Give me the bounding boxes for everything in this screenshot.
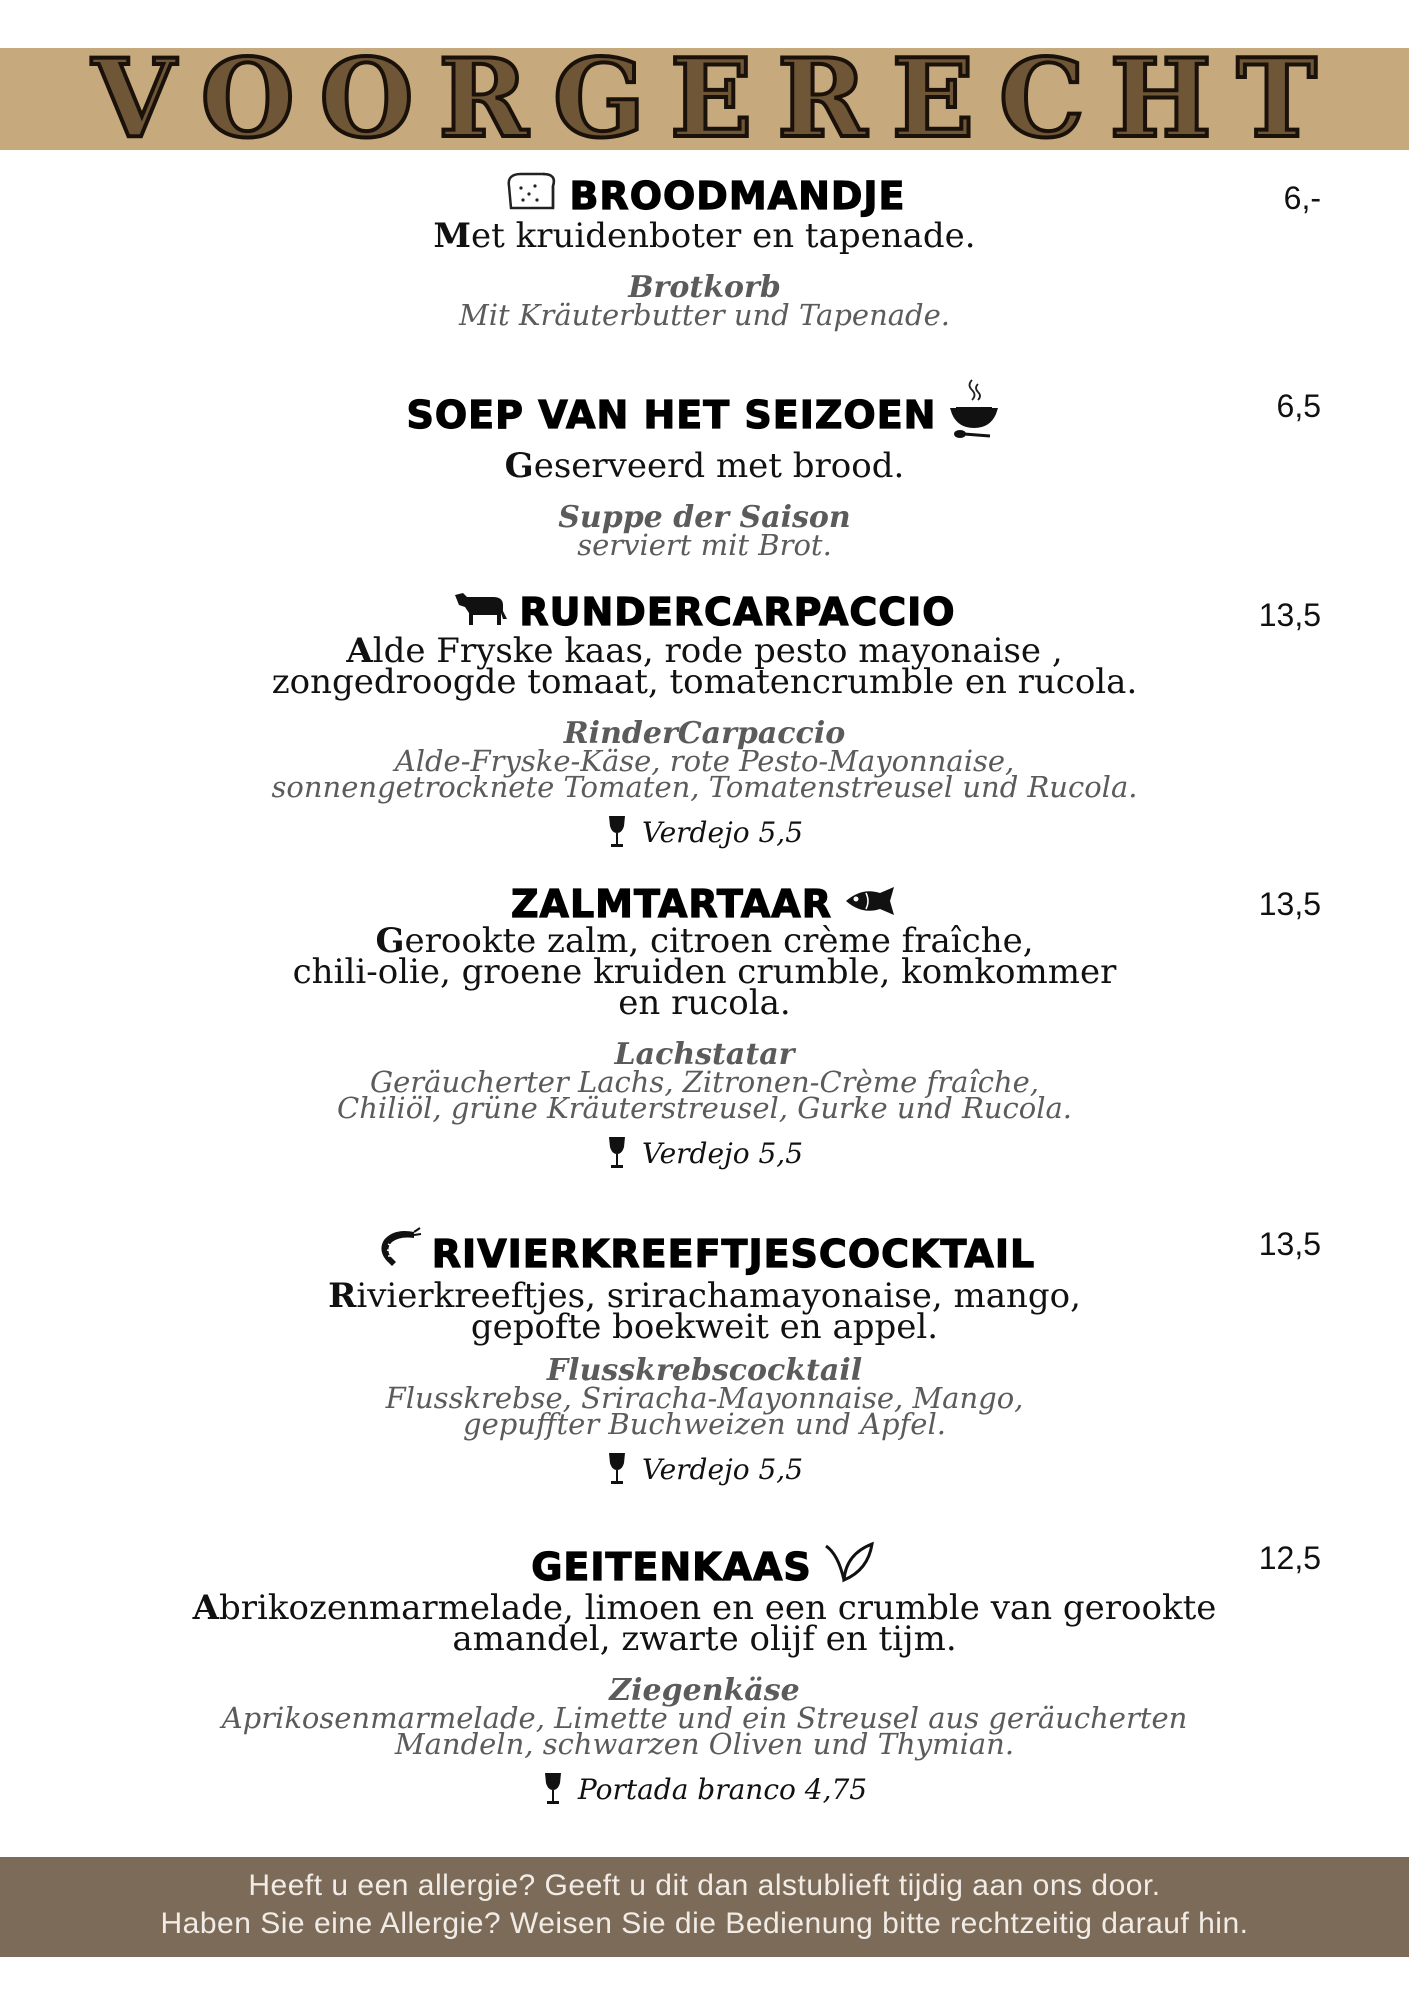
wine-label: Verdejo 5,5 — [641, 1452, 804, 1486]
dish-description: Rivierkreeftjes, srirachamayonaise, mango, gepofte boekweit en appel. — [328, 1276, 1081, 1347]
title-letter: O — [319, 36, 414, 162]
dish-title: BROODMANDJE — [0, 170, 1409, 221]
soup-bowl-icon — [946, 378, 1002, 451]
title-letter: E — [891, 36, 975, 162]
allergy-note-german: Haben Sie eine Allergie? Weisen Sie die Bedienung bitte rechtzeitig darauf hin. — [160, 1907, 1249, 1940]
dish-description-german: Alde-Fryske-Käse, rote Pesto-Mayonnaise, sonnengetrocknete Tomaten, Tomatenstreusel und Rucola. — [271, 744, 1138, 804]
dish-description-german: serviert mit Brot. — [577, 528, 832, 562]
dish-title: RIVIERKREEFTJESCOCKTAIL — [0, 1226, 1409, 1281]
menu-item-zalmtartaar — [0, 882, 1409, 1171]
dish-name-german: RinderCarpaccio — [563, 716, 846, 751]
bread-icon — [503, 170, 559, 221]
title-letter: T — [1236, 36, 1317, 162]
title-letter: V — [92, 36, 176, 162]
dish-name-german: Flusskrebscocktail — [546, 1353, 863, 1388]
wine-label: Portada branco 4,75 — [577, 1772, 868, 1806]
dish-name-german: Suppe der Saison — [558, 500, 851, 535]
dish-description: Geserveerd met brood. — [504, 446, 905, 486]
menu-item-rivierkreeftjescocktail — [0, 1226, 1409, 1487]
dish-description-german: Aprikosenmarmelade, Limette und ein Streusel aus geräucherten Mandeln, schwarzen Oliven und Thymian. — [221, 1701, 1188, 1761]
dish-description-german: Geräucherter Lachs, Zitronen-Crème fraîche, Chiliöl, grüne Kräuterstreusel, Gurke und Rucola. — [337, 1065, 1072, 1125]
allergy-note-dutch: Heeft u een allergie? Geeft u dit dan alstublieft tijdig aan ons door. — [248, 1869, 1161, 1902]
wine-pairing — [0, 1135, 1409, 1171]
title-letter: O — [200, 36, 295, 162]
fish-icon — [842, 882, 898, 926]
dish-title: ZALMTARTAAR — [0, 882, 1409, 926]
dish-description: Abrikozenmarmelade, limoen en een crumble van gerookte amandel, zwarte olijf en tijm. — [192, 1588, 1217, 1659]
dish-description: Met kruidenboter en tapenade. — [433, 216, 976, 256]
price: 13,5 — [1258, 597, 1321, 633]
menu-item-soep — [0, 378, 1409, 562]
price: 13,5 — [1258, 886, 1321, 922]
price: 6,5 — [1276, 388, 1321, 424]
price: 12,5 — [1258, 1540, 1321, 1576]
page-title — [0, 36, 1409, 162]
allergy-footer — [0, 1857, 1409, 1957]
dish-name-german: Lachstatar — [614, 1037, 795, 1072]
dish-title: SOEP VAN HET SEIZOEN — [0, 378, 1409, 451]
dish-description-german: Mit Kräuterbutter und Tapenade. — [459, 298, 950, 332]
title-letter: C — [998, 36, 1085, 162]
dish-title: RUNDERCARPACCIO — [0, 587, 1409, 636]
leaf-icon — [822, 1540, 878, 1593]
wine-label: Verdejo 5,5 — [641, 815, 804, 849]
title-letter: R — [777, 36, 867, 162]
cow-icon — [453, 587, 509, 636]
wine-glass-icon — [606, 1135, 628, 1171]
wine-label: Verdejo 5,5 — [641, 1136, 804, 1170]
price: 13,5 — [1258, 1226, 1321, 1262]
dish-name-german: Ziegenkäse — [609, 1673, 800, 1708]
shrimp-icon — [374, 1226, 422, 1281]
title-letter: R — [438, 36, 529, 162]
dish-description: Gerookte zalm, citroen crème fraîche, chili-olie, groene kruiden crumble, komkommer en rucola. — [292, 921, 1117, 1023]
wine-glass-icon — [606, 1451, 628, 1487]
dish-description: Alde Fryske kaas, rode pesto mayonaise , zongedroogde tomaat, tomatencrumble en rucola. — [271, 631, 1138, 702]
dish-description-german: Flusskrebse, Sriracha-Mayonnaise, Mango, gepuffter Buchweizen und Apfel. — [385, 1381, 1024, 1441]
wine-glass-icon — [606, 814, 628, 850]
dish-title: GEITENKAAS — [0, 1540, 1409, 1593]
dish-name-german: Brotkorb — [628, 270, 781, 305]
price: 6,- — [1283, 180, 1321, 216]
title-letter: G — [552, 36, 646, 162]
wine-pairing — [0, 1451, 1409, 1487]
wine-pairing — [0, 814, 1409, 850]
wine-pairing — [0, 1771, 1409, 1807]
title-letter: H — [1109, 36, 1212, 162]
wine-glass-icon — [542, 1771, 564, 1807]
menu-item-geitenkaas — [0, 1540, 1409, 1807]
header-banner — [0, 36, 1409, 162]
title-letter: E — [670, 36, 753, 162]
menu-item-broodmandje — [0, 170, 1409, 332]
menu-item-rundercarpaccio — [0, 587, 1409, 850]
